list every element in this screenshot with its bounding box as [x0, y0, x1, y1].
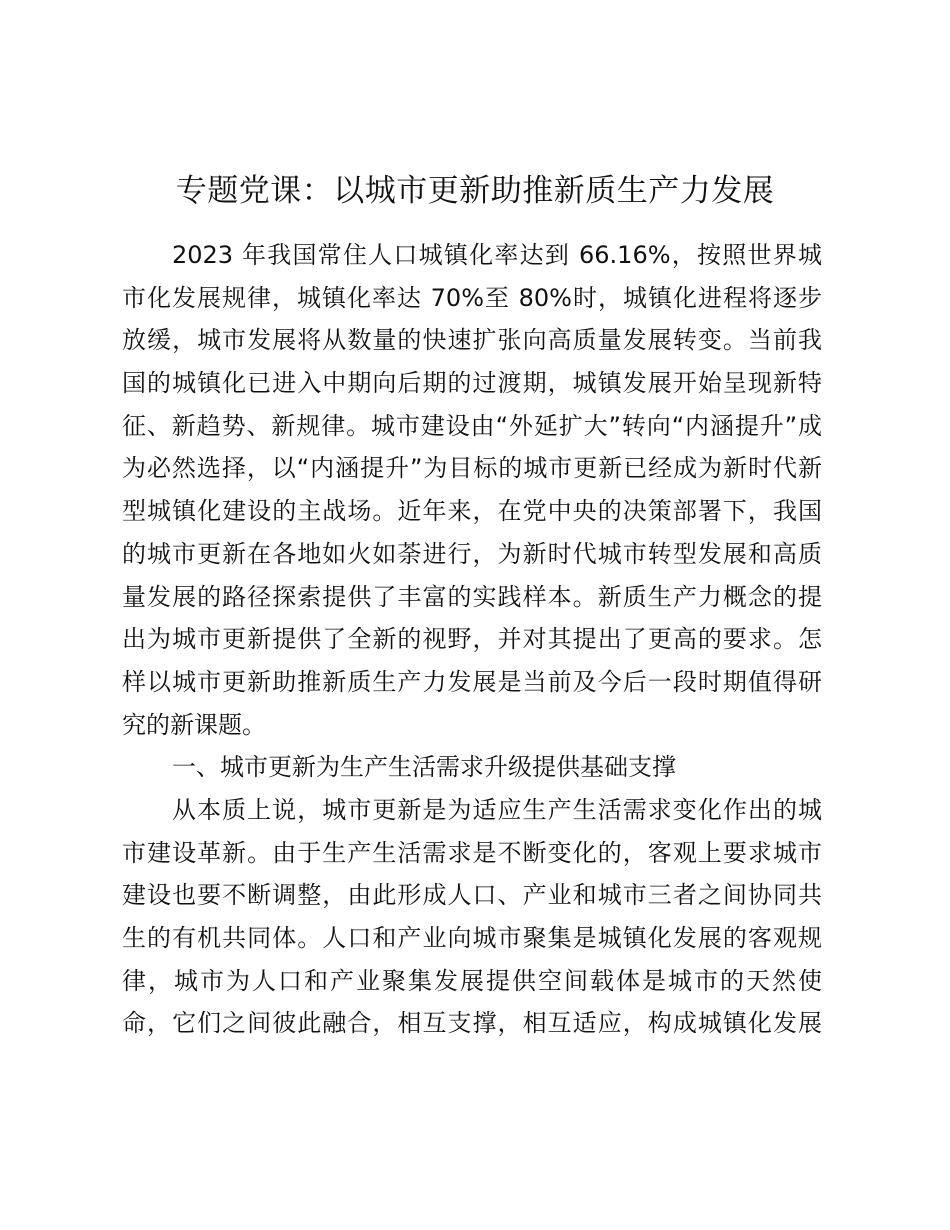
document-body	[122, 234, 822, 1045]
paragraph-line: 建设也要不断调整，由此形成人口、产业和城市三者之间协同共	[122, 881, 822, 910]
paragraph-line: 型城镇化建设的主战场。近年来，在党中央的决策部署下，我国	[122, 497, 822, 526]
paragraph-line: 样以城市更新助推新质生产力发展是当前及今后一段时期值得研	[122, 667, 822, 696]
paragraph-line: 市建设革新。由于生产生活需求是不断变化的，客观上要求城市	[122, 838, 822, 867]
paragraph-line: 究的新课题。	[122, 710, 266, 739]
section-heading: 一、城市更新为生产生活需求升级提供基础支撑	[172, 753, 676, 782]
paragraph-line: 命，它们之间彼此融合，相互支撑，相互适应，构成城镇化发展	[122, 1009, 822, 1038]
paragraph-line: 从本质上说，城市更新是为适应生产生活需求变化作出的城	[172, 795, 822, 824]
paragraph-line: 生的有机共同体。人口和产业向城市聚集是城镇化发展的客观规	[122, 924, 822, 952]
paragraph-line: 2023 年我国常住人口城镇化率达到 66.16%，按照世界城	[172, 241, 822, 269]
paragraph-line: 国的城镇化已进入中期向后期的过渡期，城镇发展开始呈现新特	[122, 369, 822, 398]
document-title: 专题党课：以城市更新助推新质生产力发展	[175, 173, 775, 209]
paragraph-line: 征、新趋势、新规律。城市建设由“外延扩大”转向“内涵提升”成	[122, 411, 822, 440]
paragraph-line: 出为城市更新提供了全新的视野，并对其提出了更高的要求。怎	[122, 625, 822, 654]
paragraph-line: 量发展的路径探索提供了丰富的实践样本。新质生产力概念的提	[122, 582, 822, 611]
paragraph-line: 的城市更新在各地如火如荼进行，为新时代城市转型发展和高质	[122, 539, 822, 568]
paragraph-line: 放缓，城市发展将从数量的快速扩张向高质量发展转变。当前我	[122, 326, 822, 355]
paragraph-line: 市化发展规律，城镇化率达 70%至 80%时，城镇化进程将逐步	[122, 283, 822, 312]
paragraph-line: 为必然选择，以“内涵提升”为目标的城市更新已经成为新时代新	[122, 454, 822, 483]
paragraph-line: 律，城市为人口和产业聚集发展提供空间载体是城市的天然使	[122, 966, 822, 995]
